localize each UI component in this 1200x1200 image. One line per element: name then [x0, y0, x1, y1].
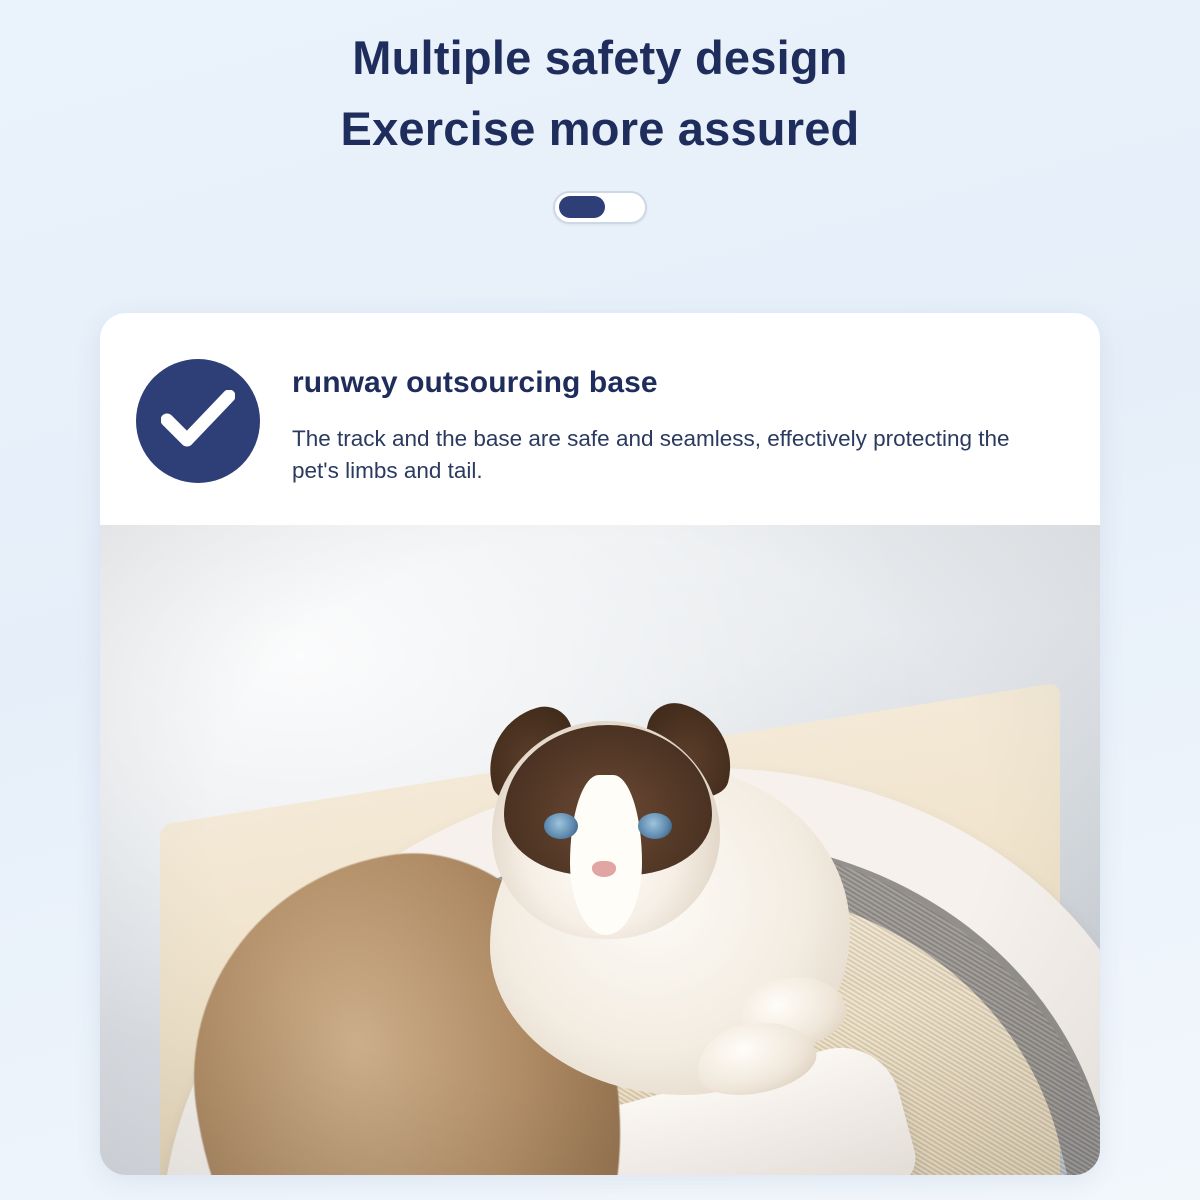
photo-vignette	[100, 525, 1100, 1175]
feature-description: The track and the base are safe and seamless, effectively protecting the pet's limbs and tail.	[292, 426, 1010, 483]
feature-title: runway outsourcing base	[292, 366, 658, 399]
product-photo	[100, 525, 1100, 1175]
headline-line-1: Multiple safety design	[352, 31, 848, 84]
safety-toggle[interactable]	[553, 191, 647, 224]
toggle-knob	[559, 196, 605, 218]
toggle-container	[0, 191, 1200, 224]
headline-line-2: Exercise more assured	[340, 102, 860, 156]
feature-text-block	[292, 355, 1056, 487]
feature-row	[100, 313, 1100, 525]
check-mark-icon	[136, 359, 260, 483]
page-title	[0, 0, 1200, 165]
feature-card	[100, 313, 1100, 1175]
